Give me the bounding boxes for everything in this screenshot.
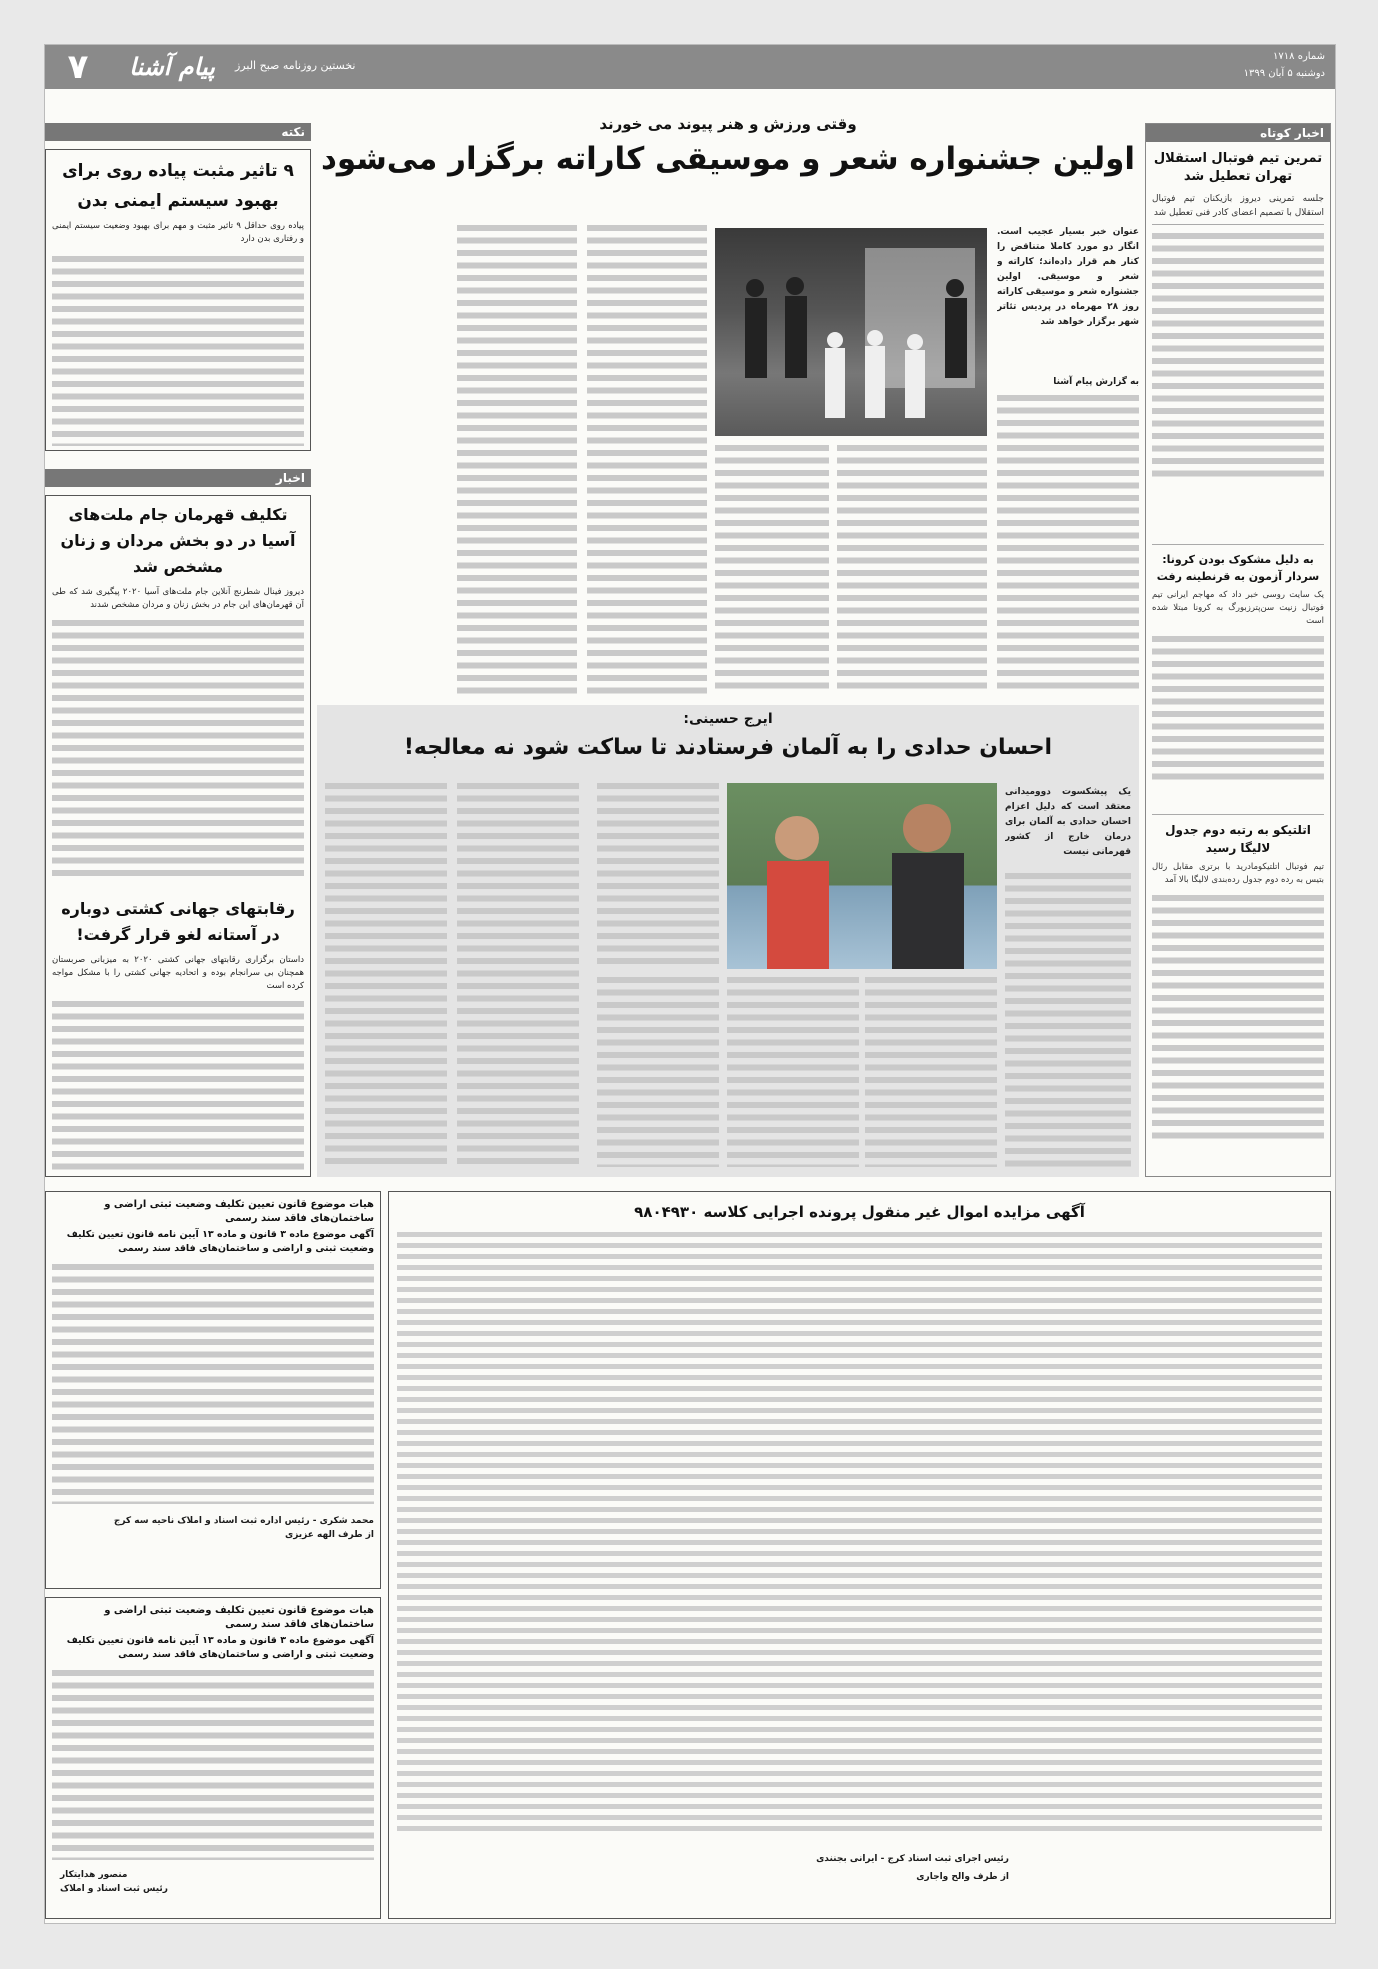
short-news-body — [1152, 636, 1324, 786]
legal-ad-subtitle: آگهی موضوع ماده ۳ قانون و ماده ۱۳ آیین نامه قانون تعیین تکلیف وضعیت ثبتی و اراضی و ساختمان‌های فاقد سند رسمی — [66, 1635, 374, 1660]
main-article-body — [587, 225, 707, 695]
masthead-logo: پیام آشنا — [129, 52, 215, 81]
short-news-item — [1152, 544, 1324, 794]
main-article-body — [997, 395, 1139, 695]
news-article-body — [52, 620, 304, 882]
note-article-lead: پیاده روی حداقل ۹ تاثیر مثبت و مهم برای بهبود وضعیت سیستم ایمنی و رفتاری بدن دارد — [52, 221, 304, 244]
haddadi-photo-figures — [727, 783, 997, 969]
short-news-title: اتلتیکو به رتبه دوم جدول لالیگا رسید — [1165, 823, 1311, 855]
second-article-body — [597, 977, 719, 1167]
legal-ad-signature-2: رئیس ثبت اسناد و املاک — [60, 1884, 168, 1894]
short-news-column — [1145, 123, 1331, 1177]
short-news-lead: تیم فوتبال اتلتیکومادرید با برتری مقابل رئال بتیس به رده دوم جدول رده‌بندی لالیگا بالا آمد — [1152, 862, 1324, 885]
auction-ad-title: آگهی مزایده اموال غیر منقول پرونده اجرایی کلاسه ۹۸۰۴۹۳۰ — [634, 1203, 1085, 1221]
main-article-lead: عنوان خبر بسیار عجیب است. انگار دو مورد کاملا متناقض را کنار هم قرار داده‌اند؛ کاراته و شعر و موسیقی. اولین جشنواره شعر و موسیقی کاراته روز ۲۸ مهرماه در پردیس تئاتر شهر برگزار خواهد شد — [997, 227, 1139, 327]
auction-ad-signature: رئیس اجرای ثبت اسناد کرج - ایرانی بجنندی — [816, 1854, 1009, 1864]
legal-ad-title: هیات موضوع قانون تعیین تکلیف وضعیت ثبتی اراضی و ساختمان‌های فاقد سند رسمی — [104, 1605, 374, 1630]
issue-date: دوشنبه ۵ آبان ۱۳۹۹ — [1243, 68, 1325, 79]
legal-ad-subtitle: آگهی موضوع ماده ۳ قانون و ماده ۱۳ آیین نامه قانون تعیین تکلیف وضعیت ثبتی و اراضی و ساختمان‌های فاقد سند رسمی — [66, 1229, 374, 1254]
legal-ad-title: هیات موضوع قانون تعیین تکلیف وضعیت ثبتی اراضی و ساختمان‌های فاقد سند رسمی — [104, 1199, 374, 1224]
auction-ad-signature-2: از طرف والح واجاری — [916, 1872, 1009, 1882]
news-article-body — [52, 1001, 304, 1171]
news-article-lead: دیروز فینال شطرنج آنلاین جام ملت‌های آسیا ۲۰۲۰ پیگیری شد که طی آن قهرمان‌های این جام در بخش زنان و مردان مشخص شدند — [52, 587, 304, 610]
newspaper-page — [44, 44, 1336, 1924]
legal-ad-signature: محمد شکری - رئیس اداره ثبت اسناد و املاک ناحیه سه کرج — [113, 1516, 374, 1526]
second-article-lead: یک پیشکسوت دوومیدانی معتقد است که دلیل اعزام احسان حدادی به آلمان برای درمان خارج از کشور قهرمانی نیست — [1005, 787, 1131, 857]
short-news-title: تمرین تیم فوتبال استقلال تهران تعطیل شد — [1153, 151, 1323, 184]
short-news-lead: یک سایت روسی خبر داد که مهاجم ایرانی تیم فوتبال زنیت سن‌پترزبورگ به کرونا مبتلا شده است — [1152, 590, 1324, 626]
masthead-tagline: نخستین روزنامه صبح البرز — [235, 59, 356, 72]
masthead — [45, 45, 1335, 89]
short-news-item — [1152, 814, 1324, 1174]
section-title-short-news: اخبار کوتاه — [1146, 124, 1330, 142]
main-article-body — [457, 225, 577, 695]
note-article-body — [52, 256, 304, 446]
main-article-byline: به گزارش پیام آشنا — [1053, 377, 1139, 387]
haddadi-photo — [727, 783, 997, 969]
second-article-kicker: ایرج حسینی: — [683, 711, 773, 727]
legal-ad-signature: منصور هدایتکار — [60, 1870, 128, 1880]
second-article-body — [457, 783, 579, 1167]
second-article-body — [1005, 873, 1131, 1167]
legal-ad — [45, 1597, 381, 1919]
main-article-kicker: وقتی ورزش و هنر پیوند می خورند — [599, 115, 857, 133]
short-news-body — [1152, 233, 1324, 483]
news-article-title: رقابتهای جهانی کشتی دوباره در آستانه لغو قرار گرفت! — [61, 899, 295, 944]
main-article-title: اولین جشنواره شعر و موسیقی کاراته برگزار می‌شود — [320, 141, 1136, 177]
second-article-body — [727, 977, 859, 1167]
second-article-title: احسان حدادی را به آلمان فرستادند تا ساکت شود نه معالجه! — [403, 735, 1053, 760]
short-news-title: به دلیل مشکوک بودن کرونا: سردار آزمون به قرنطینه رفت — [1156, 553, 1320, 583]
karate-photo — [715, 228, 987, 436]
short-news-body — [1152, 895, 1324, 1145]
auction-ad-body — [397, 1232, 1322, 1832]
news-article-lead: داستان برگزاری رقابتهای جهانی کشتی ۲۰۲۰ به میزبانی صربستان همچنان بی سرانجام بوده و اتحادیه جهانی کشتی را با مشکل مواجه کرده است — [52, 955, 304, 991]
karate-photo-figures — [715, 228, 987, 436]
news-article — [45, 495, 311, 1177]
page-number: ۷ — [67, 47, 89, 87]
main-article-body — [837, 445, 987, 695]
legal-ad-body — [52, 1264, 374, 1504]
second-article-body — [325, 783, 447, 1167]
section-title-news: اخبار — [45, 469, 311, 487]
legal-ad-signature-2: از طرف الهه عزیزی — [284, 1530, 374, 1540]
legal-ad — [45, 1191, 381, 1589]
main-article — [317, 105, 1139, 705]
news-article-title: تکلیف قهرمان جام ملت‌های آسیا در دو بخش مردان و زنان مشخص شد — [60, 505, 296, 576]
legal-ad-body — [52, 1670, 374, 1860]
second-article — [317, 705, 1139, 1177]
second-article-body — [865, 977, 997, 1167]
short-news-lead: جلسه تمرینی دیروز بازیکنان تیم فوتبال استقلال با تصمیم اعضای کادر فنی تعطیل شد — [1152, 192, 1324, 225]
auction-ad — [388, 1191, 1331, 1919]
note-column — [45, 123, 311, 1177]
short-news-item — [1152, 150, 1324, 530]
note-article-title: ۹ تاثیر مثبت پیاده روی برای بهبود سیستم ایمنی بدن — [62, 161, 294, 211]
second-article-body — [597, 783, 719, 969]
issue-number: شماره ۱۷۱۸ — [1273, 51, 1325, 62]
section-title-note: نکته — [45, 123, 311, 141]
note-article — [45, 149, 311, 451]
main-article-body — [715, 445, 829, 695]
